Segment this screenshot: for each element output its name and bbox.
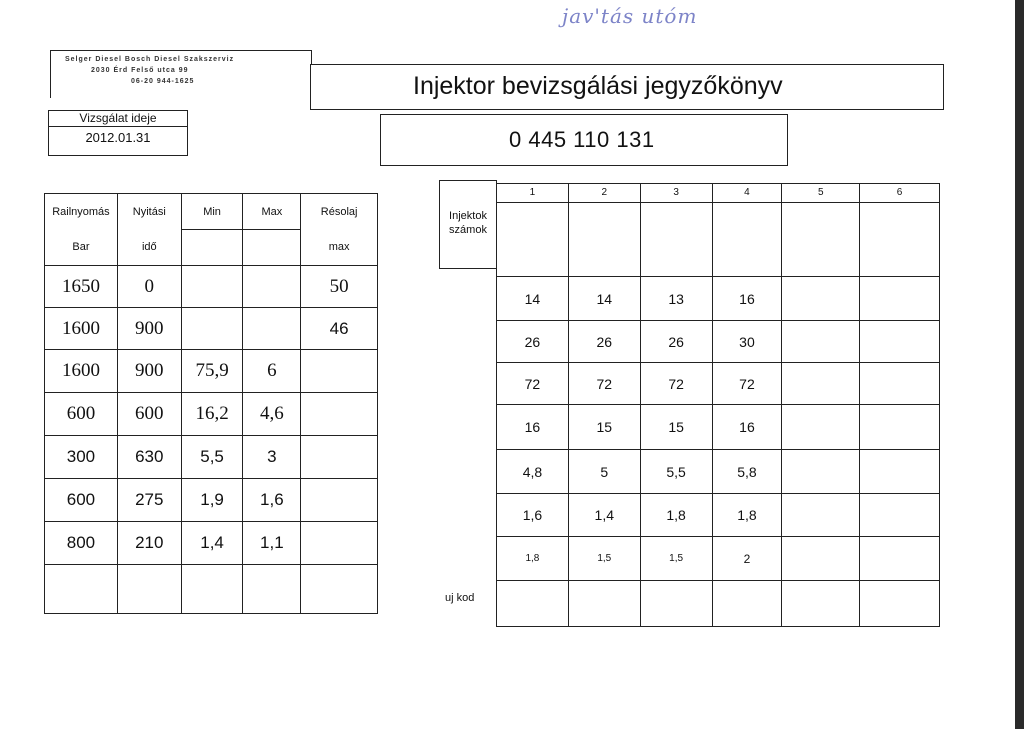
table-cell — [860, 277, 940, 321]
table-cell: 800 — [45, 522, 118, 565]
stamp-line-1: Selger Diesel Bosch Diesel Szakszerviz — [65, 56, 235, 63]
table-cell — [640, 581, 712, 627]
injector-label: Injektok számok — [449, 210, 487, 236]
table-cell: 26 — [568, 321, 640, 363]
header-resolaj-max: max — [301, 230, 378, 266]
injector-label-box — [439, 180, 497, 269]
table-row — [497, 581, 940, 627]
table-cell: 15 — [568, 405, 640, 450]
table-row — [45, 479, 378, 522]
column-header: 2 — [568, 184, 640, 277]
header-min: Min — [181, 194, 243, 230]
table-cell: 14 — [497, 277, 569, 321]
table-cell — [782, 277, 860, 321]
test-date-value: 2012.01.31 — [85, 130, 151, 145]
part-number: 0 445 110 131 — [509, 127, 655, 152]
header-max-blank — [243, 230, 301, 266]
table-cell — [782, 321, 860, 363]
table-cell: 0 — [117, 266, 181, 308]
table-cell — [301, 393, 378, 436]
column-header-row — [497, 184, 940, 277]
injector-table — [496, 183, 940, 627]
table-cell: 630 — [117, 436, 181, 479]
header-railnyomas: Railnyomás — [45, 194, 118, 230]
test-date-box — [48, 110, 188, 156]
table-cell: 26 — [497, 321, 569, 363]
table-cell: 30 — [712, 321, 782, 363]
table-row — [497, 494, 940, 537]
table-row — [45, 350, 378, 393]
table-cell — [181, 565, 243, 614]
table-cell: 1,8 — [640, 494, 712, 537]
table-cell: 5,8 — [712, 450, 782, 494]
table-cell: 16 — [712, 277, 782, 321]
table-cell — [860, 494, 940, 537]
table-cell — [243, 308, 301, 350]
table-cell — [782, 405, 860, 450]
table-cell: 1,6 — [497, 494, 569, 537]
table-cell: 3 — [243, 436, 301, 479]
table-cell: 1650 — [45, 266, 118, 308]
table-cell: 5 — [568, 450, 640, 494]
table-cell: 72 — [497, 363, 569, 405]
header-ido: idő — [117, 230, 181, 266]
header-min-blank — [181, 230, 243, 266]
table-cell — [568, 581, 640, 627]
table-cell: 2 — [712, 537, 782, 581]
table-cell: 1,9 — [181, 479, 243, 522]
table-cell — [782, 494, 860, 537]
table-cell: 26 — [640, 321, 712, 363]
table-cell — [301, 479, 378, 522]
table-row — [497, 363, 940, 405]
table-row — [497, 537, 940, 581]
header-bar: Bar — [45, 230, 118, 266]
table-cell: 600 — [45, 393, 118, 436]
table-cell: 16 — [712, 405, 782, 450]
table-cell — [243, 266, 301, 308]
handwritten-note: jav'tás utóm — [562, 4, 698, 28]
page-title: Injektor bevizsgálási jegyzőkönyv — [413, 72, 783, 100]
table-cell: 16,2 — [181, 393, 243, 436]
table-cell: 1,6 — [243, 479, 301, 522]
table-cell: 4,8 — [497, 450, 569, 494]
pressure-table — [44, 193, 378, 614]
header-nyitasi: Nyitási — [117, 194, 181, 230]
table-cell — [497, 581, 569, 627]
table-cell: 72 — [640, 363, 712, 405]
table-cell: 900 — [117, 350, 181, 393]
table-cell: 6 — [243, 350, 301, 393]
table-cell: 13 — [640, 277, 712, 321]
table-cell — [860, 363, 940, 405]
table-row — [45, 436, 378, 479]
table-cell — [117, 565, 181, 614]
table-cell — [712, 581, 782, 627]
table-cell: 1,1 — [243, 522, 301, 565]
table-cell: 72 — [712, 363, 782, 405]
table-cell — [181, 266, 243, 308]
table-cell: 16 — [497, 405, 569, 450]
new-code-label: uj kod — [445, 592, 475, 604]
table-cell: 75,9 — [181, 350, 243, 393]
table-cell: 1,4 — [181, 522, 243, 565]
table-cell: 900 — [117, 308, 181, 350]
table-cell: 5,5 — [181, 436, 243, 479]
table-cell — [860, 405, 940, 450]
company-stamp — [50, 50, 312, 98]
table-cell — [301, 350, 378, 393]
column-header: 5 — [782, 184, 860, 277]
table-cell: 210 — [117, 522, 181, 565]
table-cell: 1,4 — [568, 494, 640, 537]
column-header: 3 — [640, 184, 712, 277]
table-row — [45, 308, 378, 350]
table-row — [45, 565, 378, 614]
stamp-line-2: 2030 Érd Felső utca 99 — [91, 67, 189, 74]
table-cell: 4,6 — [243, 393, 301, 436]
table-cell — [782, 537, 860, 581]
table-cell — [301, 522, 378, 565]
test-date-label: Vizsgálat ideje — [49, 111, 187, 127]
column-header: 6 — [860, 184, 940, 277]
table-cell: 14 — [568, 277, 640, 321]
table-cell: 1,5 — [640, 537, 712, 581]
table-cell — [45, 565, 118, 614]
table-row — [45, 266, 378, 308]
table-row — [45, 522, 378, 565]
table-cell: 1,8 — [497, 537, 569, 581]
header-resolaj: Résolaj — [301, 194, 378, 230]
scan-edge — [1015, 0, 1024, 729]
table-row — [497, 321, 940, 363]
table-cell: 72 — [568, 363, 640, 405]
table-cell: 300 — [45, 436, 118, 479]
table-cell: 1600 — [45, 350, 118, 393]
column-header: 4 — [712, 184, 782, 277]
table-cell — [782, 581, 860, 627]
title-box — [310, 64, 944, 110]
part-number-box — [380, 114, 788, 166]
column-header: 1 — [497, 184, 569, 277]
table-cell: 1,5 — [568, 537, 640, 581]
table-cell: 5,5 — [640, 450, 712, 494]
table-cell — [782, 450, 860, 494]
table-cell — [782, 363, 860, 405]
table-cell — [301, 436, 378, 479]
table-cell — [860, 321, 940, 363]
header-max: Max — [243, 194, 301, 230]
table-cell: 46 — [301, 308, 378, 350]
stamp-line-3: 06-20 944-1625 — [131, 78, 195, 85]
table-cell: 15 — [640, 405, 712, 450]
table-cell — [860, 537, 940, 581]
table-cell — [860, 450, 940, 494]
table-cell: 600 — [45, 479, 118, 522]
table-cell: 1,8 — [712, 494, 782, 537]
table-cell — [860, 581, 940, 627]
table-cell: 1600 — [45, 308, 118, 350]
table-row — [45, 393, 378, 436]
table-cell — [243, 565, 301, 614]
table-cell — [301, 565, 378, 614]
table-cell: 275 — [117, 479, 181, 522]
table-row — [497, 450, 940, 494]
table-row — [497, 277, 940, 321]
table-row — [497, 405, 940, 450]
table-cell: 50 — [301, 266, 378, 308]
table-cell — [181, 308, 243, 350]
table-cell: 600 — [117, 393, 181, 436]
